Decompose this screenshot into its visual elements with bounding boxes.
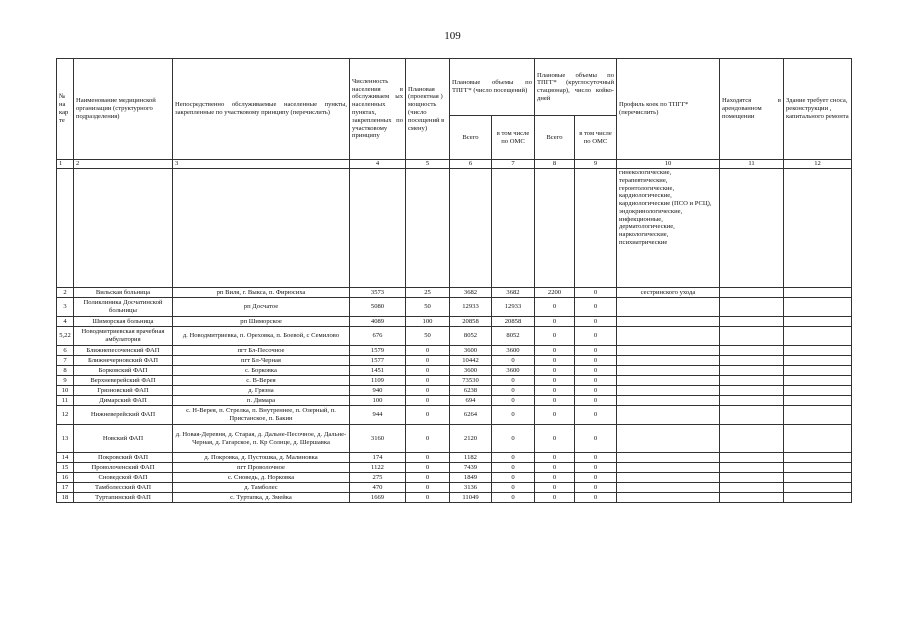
visits-total: 3600 xyxy=(450,366,492,376)
header-population: Численность населения в обслуживаем ых населенных пунктах, закрепленных по участковому принципу xyxy=(350,59,406,160)
col-number: 5 xyxy=(406,160,450,169)
visits-oms: 0 xyxy=(492,483,535,493)
header-num: № на кар те xyxy=(57,59,74,160)
bed-days-total: 0 xyxy=(535,463,575,473)
col-number: 11 xyxy=(720,160,784,169)
served-settlements: д. Грязна xyxy=(173,386,350,396)
row-number: 17 xyxy=(57,483,74,493)
bed-profile xyxy=(617,406,720,425)
facility-name: Сноведской ФАП xyxy=(74,473,173,483)
table-row xyxy=(57,317,852,327)
table-row xyxy=(57,346,852,356)
building-flag xyxy=(784,386,852,396)
bed-profile xyxy=(617,473,720,483)
col-number: 9 xyxy=(575,160,617,169)
visits-oms: 0 xyxy=(492,463,535,473)
visits-oms: 0 xyxy=(492,386,535,396)
building-flag xyxy=(784,317,852,327)
col-number: 7 xyxy=(492,160,535,169)
bed-days-oms: 0 xyxy=(575,406,617,425)
served-settlements: д. Покровка, д. Пустошка, д. Малиновка xyxy=(173,453,350,463)
header-building: Здание требует сноса, реконструкции , капитального ремонта xyxy=(784,59,852,160)
bed-days-oms: 0 xyxy=(575,317,617,327)
building-flag xyxy=(784,453,852,463)
population-value: 1579 xyxy=(350,346,406,356)
rented-flag xyxy=(720,376,784,386)
visits-oms: 0 xyxy=(492,406,535,425)
visits-total: 10442 xyxy=(450,356,492,366)
rented-flag xyxy=(720,473,784,483)
visits-oms: 3600 xyxy=(492,366,535,376)
header-planned-beds: Плановые объемы по ТПГГ* (круглосуточный стационар), число койко-дней xyxy=(535,59,617,116)
visits-total: 6264 xyxy=(450,406,492,425)
bed-days-total: 0 xyxy=(535,356,575,366)
served-settlements: д. Новодмитриевка, п. Ореховка, п. Боевой, с Семилово xyxy=(173,327,350,346)
building-flag xyxy=(784,298,852,317)
building-flag xyxy=(784,396,852,406)
visits-total: 2120 xyxy=(450,425,492,453)
bed-days-total: 0 xyxy=(535,425,575,453)
visits-oms: 8052 xyxy=(492,327,535,346)
capacity-value: 0 xyxy=(406,473,450,483)
facility-name: Новский ФАП xyxy=(74,425,173,453)
population-value: 940 xyxy=(350,386,406,396)
col-number: 6 xyxy=(450,160,492,169)
table-row xyxy=(57,288,852,298)
header-total: Всего xyxy=(450,116,492,160)
col-number: 3 xyxy=(173,160,350,169)
bed-profile xyxy=(617,483,720,493)
visits-total: 11049 xyxy=(450,493,492,503)
served-settlements: д. Тамболес xyxy=(173,483,350,493)
served-settlements: пгт Бл-Песочное xyxy=(173,346,350,356)
population-value: 100 xyxy=(350,396,406,406)
served-settlements: с. Сноведь, д. Норковка xyxy=(173,473,350,483)
rented-flag xyxy=(720,425,784,453)
profile-continuation: гинекологические, терапевтические, геронтологические, кардиологические, кардиологические (ПСО и РСЦ), эндокринологические, инфекционные, дерматологические, наркологические, психиатрические xyxy=(617,169,720,288)
facility-name: Проволоченский ФАП xyxy=(74,463,173,473)
header-beds-total: Всего xyxy=(535,116,575,160)
bed-days-oms: 0 xyxy=(575,327,617,346)
population-value: 3160 xyxy=(350,425,406,453)
table-row xyxy=(57,298,852,317)
served-settlements: д. Новая-Деревня, д. Старая, д. Дальне-Песочное, д. Дальне-Черная, д. Гагарское, п. Кр Солнце, д. Шершавка xyxy=(173,425,350,453)
bed-days-oms: 0 xyxy=(575,453,617,463)
served-settlements: с. Туртапка, д. Змейка xyxy=(173,493,350,503)
visits-total: 3600 xyxy=(450,346,492,356)
bed-days-oms: 0 xyxy=(575,376,617,386)
facility-name: Грязновский ФАП xyxy=(74,386,173,396)
row-number: 13 xyxy=(57,425,74,453)
facility-name: Ближнепесоченский ФАП xyxy=(74,346,173,356)
facility-name: Димарский ФАП xyxy=(74,396,173,406)
visits-oms: 0 xyxy=(492,425,535,453)
row-number: 8 xyxy=(57,366,74,376)
bed-profile xyxy=(617,453,720,463)
row-number: 11 xyxy=(57,396,74,406)
visits-oms: 20858 xyxy=(492,317,535,327)
visits-total: 12933 xyxy=(450,298,492,317)
table-row xyxy=(57,396,852,406)
population-value: 174 xyxy=(350,453,406,463)
bed-days-oms: 0 xyxy=(575,346,617,356)
rented-flag xyxy=(720,346,784,356)
table-row xyxy=(57,376,852,386)
bed-days-oms: 0 xyxy=(575,425,617,453)
col-number: 8 xyxy=(535,160,575,169)
capacity-value: 0 xyxy=(406,406,450,425)
row-number: 4 xyxy=(57,317,74,327)
bed-days-total: 0 xyxy=(535,327,575,346)
building-flag xyxy=(784,425,852,453)
building-flag xyxy=(784,356,852,366)
table-row xyxy=(57,425,852,453)
header-served: Непосредственно обслуживаемые населенные пункты, закрепленные по участковому принципу (перечислить) xyxy=(173,59,350,160)
rented-flag xyxy=(720,406,784,425)
col-number: 2 xyxy=(74,160,173,169)
table-row xyxy=(57,386,852,396)
building-flag xyxy=(784,463,852,473)
building-flag xyxy=(784,327,852,346)
bed-profile xyxy=(617,493,720,503)
facility-name: Верхневерейский ФАП xyxy=(74,376,173,386)
served-settlements: пгт Проволочное xyxy=(173,463,350,473)
visits-total: 3682 xyxy=(450,288,492,298)
row-number: 15 xyxy=(57,463,74,473)
rented-flag xyxy=(720,453,784,463)
building-flag xyxy=(784,483,852,493)
page-number: 109 xyxy=(444,30,461,42)
visits-total: 20858 xyxy=(450,317,492,327)
served-settlements: с. Борковка xyxy=(173,366,350,376)
header-rented: Находятся в арендованном помещении xyxy=(720,59,784,160)
table-row xyxy=(57,453,852,463)
rented-flag xyxy=(720,386,784,396)
bed-days-total: 0 xyxy=(535,376,575,386)
row-number: 6 xyxy=(57,346,74,356)
visits-total: 1849 xyxy=(450,473,492,483)
row-number: 14 xyxy=(57,453,74,463)
bed-days-total: 0 xyxy=(535,298,575,317)
building-flag xyxy=(784,493,852,503)
population-value: 676 xyxy=(350,327,406,346)
visits-oms: 3600 xyxy=(492,346,535,356)
visits-oms: 0 xyxy=(492,453,535,463)
served-settlements: с. В-Верея xyxy=(173,376,350,386)
capacity-value: 100 xyxy=(406,317,450,327)
visits-total: 1182 xyxy=(450,453,492,463)
bed-profile xyxy=(617,386,720,396)
bed-days-total: 0 xyxy=(535,406,575,425)
visits-oms: 0 xyxy=(492,473,535,483)
served-settlements: пгт Бл-Черная xyxy=(173,356,350,366)
visits-total: 7439 xyxy=(450,463,492,473)
population-value: 470 xyxy=(350,483,406,493)
bed-days-oms: 0 xyxy=(575,483,617,493)
capacity-value: 0 xyxy=(406,356,450,366)
facility-name: Покровский ФАП xyxy=(74,453,173,463)
bed-days-total: 0 xyxy=(535,386,575,396)
visits-total: 8052 xyxy=(450,327,492,346)
capacity-value: 0 xyxy=(406,483,450,493)
row-number: 12 xyxy=(57,406,74,425)
facility-name: Тамболесский ФАП xyxy=(74,483,173,493)
row-number: 7 xyxy=(57,356,74,366)
facility-name: Поликлиника Досчатинской больницы xyxy=(74,298,173,317)
capacity-value: 0 xyxy=(406,366,450,376)
facility-name: Нижневерейский ФАП xyxy=(74,406,173,425)
table-row xyxy=(57,473,852,483)
bed-days-oms: 0 xyxy=(575,356,617,366)
row-number: 5,22 xyxy=(57,327,74,346)
col-number: 12 xyxy=(784,160,852,169)
bed-days-total: 0 xyxy=(535,346,575,356)
bed-profile xyxy=(617,356,720,366)
bed-profile xyxy=(617,317,720,327)
facility-name: Шиморская больница xyxy=(74,317,173,327)
visits-total: 694 xyxy=(450,396,492,406)
served-settlements: рп Шиморское xyxy=(173,317,350,327)
col-number: 4 xyxy=(350,160,406,169)
table-row xyxy=(57,463,852,473)
visits-total: 6238 xyxy=(450,386,492,396)
bed-profile xyxy=(617,463,720,473)
served-settlements: рп Досчатое xyxy=(173,298,350,317)
col-number: 10 xyxy=(617,160,720,169)
capacity-value: 0 xyxy=(406,453,450,463)
population-value: 4089 xyxy=(350,317,406,327)
rented-flag xyxy=(720,317,784,327)
population-value: 3573 xyxy=(350,288,406,298)
capacity-value: 0 xyxy=(406,396,450,406)
header-capacity: Плановая (проектная ) мощность (число посещений в смену) xyxy=(406,59,450,160)
bed-days-oms: 0 xyxy=(575,288,617,298)
header-profile: Профиль коек по ТПГГ* (перечислить) xyxy=(617,59,720,160)
facility-name: Новодмитриевская врачебная амбулатория xyxy=(74,327,173,346)
population-value: 1122 xyxy=(350,463,406,473)
capacity-value: 0 xyxy=(406,376,450,386)
served-settlements: п. Димара xyxy=(173,396,350,406)
capacity-value: 0 xyxy=(406,463,450,473)
served-settlements: рп Виля, г. Выкса, п. Фирюсиха xyxy=(173,288,350,298)
bed-days-total: 0 xyxy=(535,317,575,327)
facility-name: Ближнечерновский ФАП xyxy=(74,356,173,366)
row-number: 3 xyxy=(57,298,74,317)
served-settlements: с. Н-Верея, п. Стрелка, п. Внутреннее, п. Озерный, п. Пристанское, п. Бакин xyxy=(173,406,350,425)
table-row xyxy=(57,406,852,425)
visits-oms: 0 xyxy=(492,493,535,503)
capacity-value: 0 xyxy=(406,425,450,453)
rented-flag xyxy=(720,366,784,376)
rented-flag xyxy=(720,356,784,366)
building-flag xyxy=(784,376,852,386)
visits-total: 73530 xyxy=(450,376,492,386)
bed-days-oms: 0 xyxy=(575,386,617,396)
row-number: 16 xyxy=(57,473,74,483)
row-number: 18 xyxy=(57,493,74,503)
bed-days-oms: 0 xyxy=(575,493,617,503)
population-value: 275 xyxy=(350,473,406,483)
facility-name: Борковский ФАП xyxy=(74,366,173,376)
bed-days-total: 0 xyxy=(535,473,575,483)
rented-flag xyxy=(720,463,784,473)
bed-profile xyxy=(617,327,720,346)
bed-profile: сестринского ухода xyxy=(617,288,720,298)
bed-profile xyxy=(617,396,720,406)
capacity-value: 0 xyxy=(406,386,450,396)
bed-profile xyxy=(617,346,720,356)
header-beds-incl-oms: в том числе по ОМС xyxy=(575,116,617,160)
visits-total: 3136 xyxy=(450,483,492,493)
population-value: 1577 xyxy=(350,356,406,366)
bed-profile xyxy=(617,425,720,453)
rented-flag xyxy=(720,483,784,493)
header-incl-oms: в том числе по ОМС xyxy=(492,116,535,160)
visits-oms: 12933 xyxy=(492,298,535,317)
bed-days-total: 0 xyxy=(535,493,575,503)
row-number: 10 xyxy=(57,386,74,396)
building-flag xyxy=(784,406,852,425)
visits-oms: 3682 xyxy=(492,288,535,298)
bed-days-total: 2200 xyxy=(535,288,575,298)
bed-profile xyxy=(617,376,720,386)
table-row xyxy=(57,366,852,376)
visits-oms: 0 xyxy=(492,396,535,406)
building-flag xyxy=(784,288,852,298)
capacity-value: 25 xyxy=(406,288,450,298)
table-row xyxy=(57,493,852,503)
bed-days-oms: 0 xyxy=(575,298,617,317)
rented-flag xyxy=(720,396,784,406)
population-value: 1669 xyxy=(350,493,406,503)
visits-oms: 0 xyxy=(492,356,535,366)
population-value: 1109 xyxy=(350,376,406,386)
capacity-value: 0 xyxy=(406,346,450,356)
header-name: Наименование медицинской организации (структурного подразделения) xyxy=(74,59,173,160)
bed-days-total: 0 xyxy=(535,453,575,463)
building-flag xyxy=(784,346,852,356)
facility-name: Вильская больница xyxy=(74,288,173,298)
capacity-value: 50 xyxy=(406,298,450,317)
col-number: 1 xyxy=(57,160,74,169)
bed-profile xyxy=(617,366,720,376)
facilities-table xyxy=(56,58,852,503)
bed-days-oms: 0 xyxy=(575,366,617,376)
rented-flag xyxy=(720,298,784,317)
rented-flag xyxy=(720,493,784,503)
rented-flag xyxy=(720,327,784,346)
population-value: 5080 xyxy=(350,298,406,317)
table-row xyxy=(57,483,852,493)
capacity-value: 50 xyxy=(406,327,450,346)
bed-days-total: 0 xyxy=(535,366,575,376)
capacity-value: 0 xyxy=(406,493,450,503)
building-flag xyxy=(784,473,852,483)
bed-profile xyxy=(617,298,720,317)
row-number: 9 xyxy=(57,376,74,386)
table-row xyxy=(57,356,852,366)
rented-flag xyxy=(720,288,784,298)
bed-days-oms: 0 xyxy=(575,396,617,406)
visits-oms: 0 xyxy=(492,376,535,386)
bed-days-oms: 0 xyxy=(575,473,617,483)
table-row xyxy=(57,327,852,346)
bed-days-total: 0 xyxy=(535,483,575,493)
facility-name: Туртапинский ФАП xyxy=(74,493,173,503)
row-number: 2 xyxy=(57,288,74,298)
building-flag xyxy=(784,366,852,376)
population-value: 1451 xyxy=(350,366,406,376)
population-value: 944 xyxy=(350,406,406,425)
header-planned-tpgg: Плановые объемы по ТПГГ* (число посещений) xyxy=(450,59,535,116)
bed-days-oms: 0 xyxy=(575,463,617,473)
bed-days-total: 0 xyxy=(535,396,575,406)
